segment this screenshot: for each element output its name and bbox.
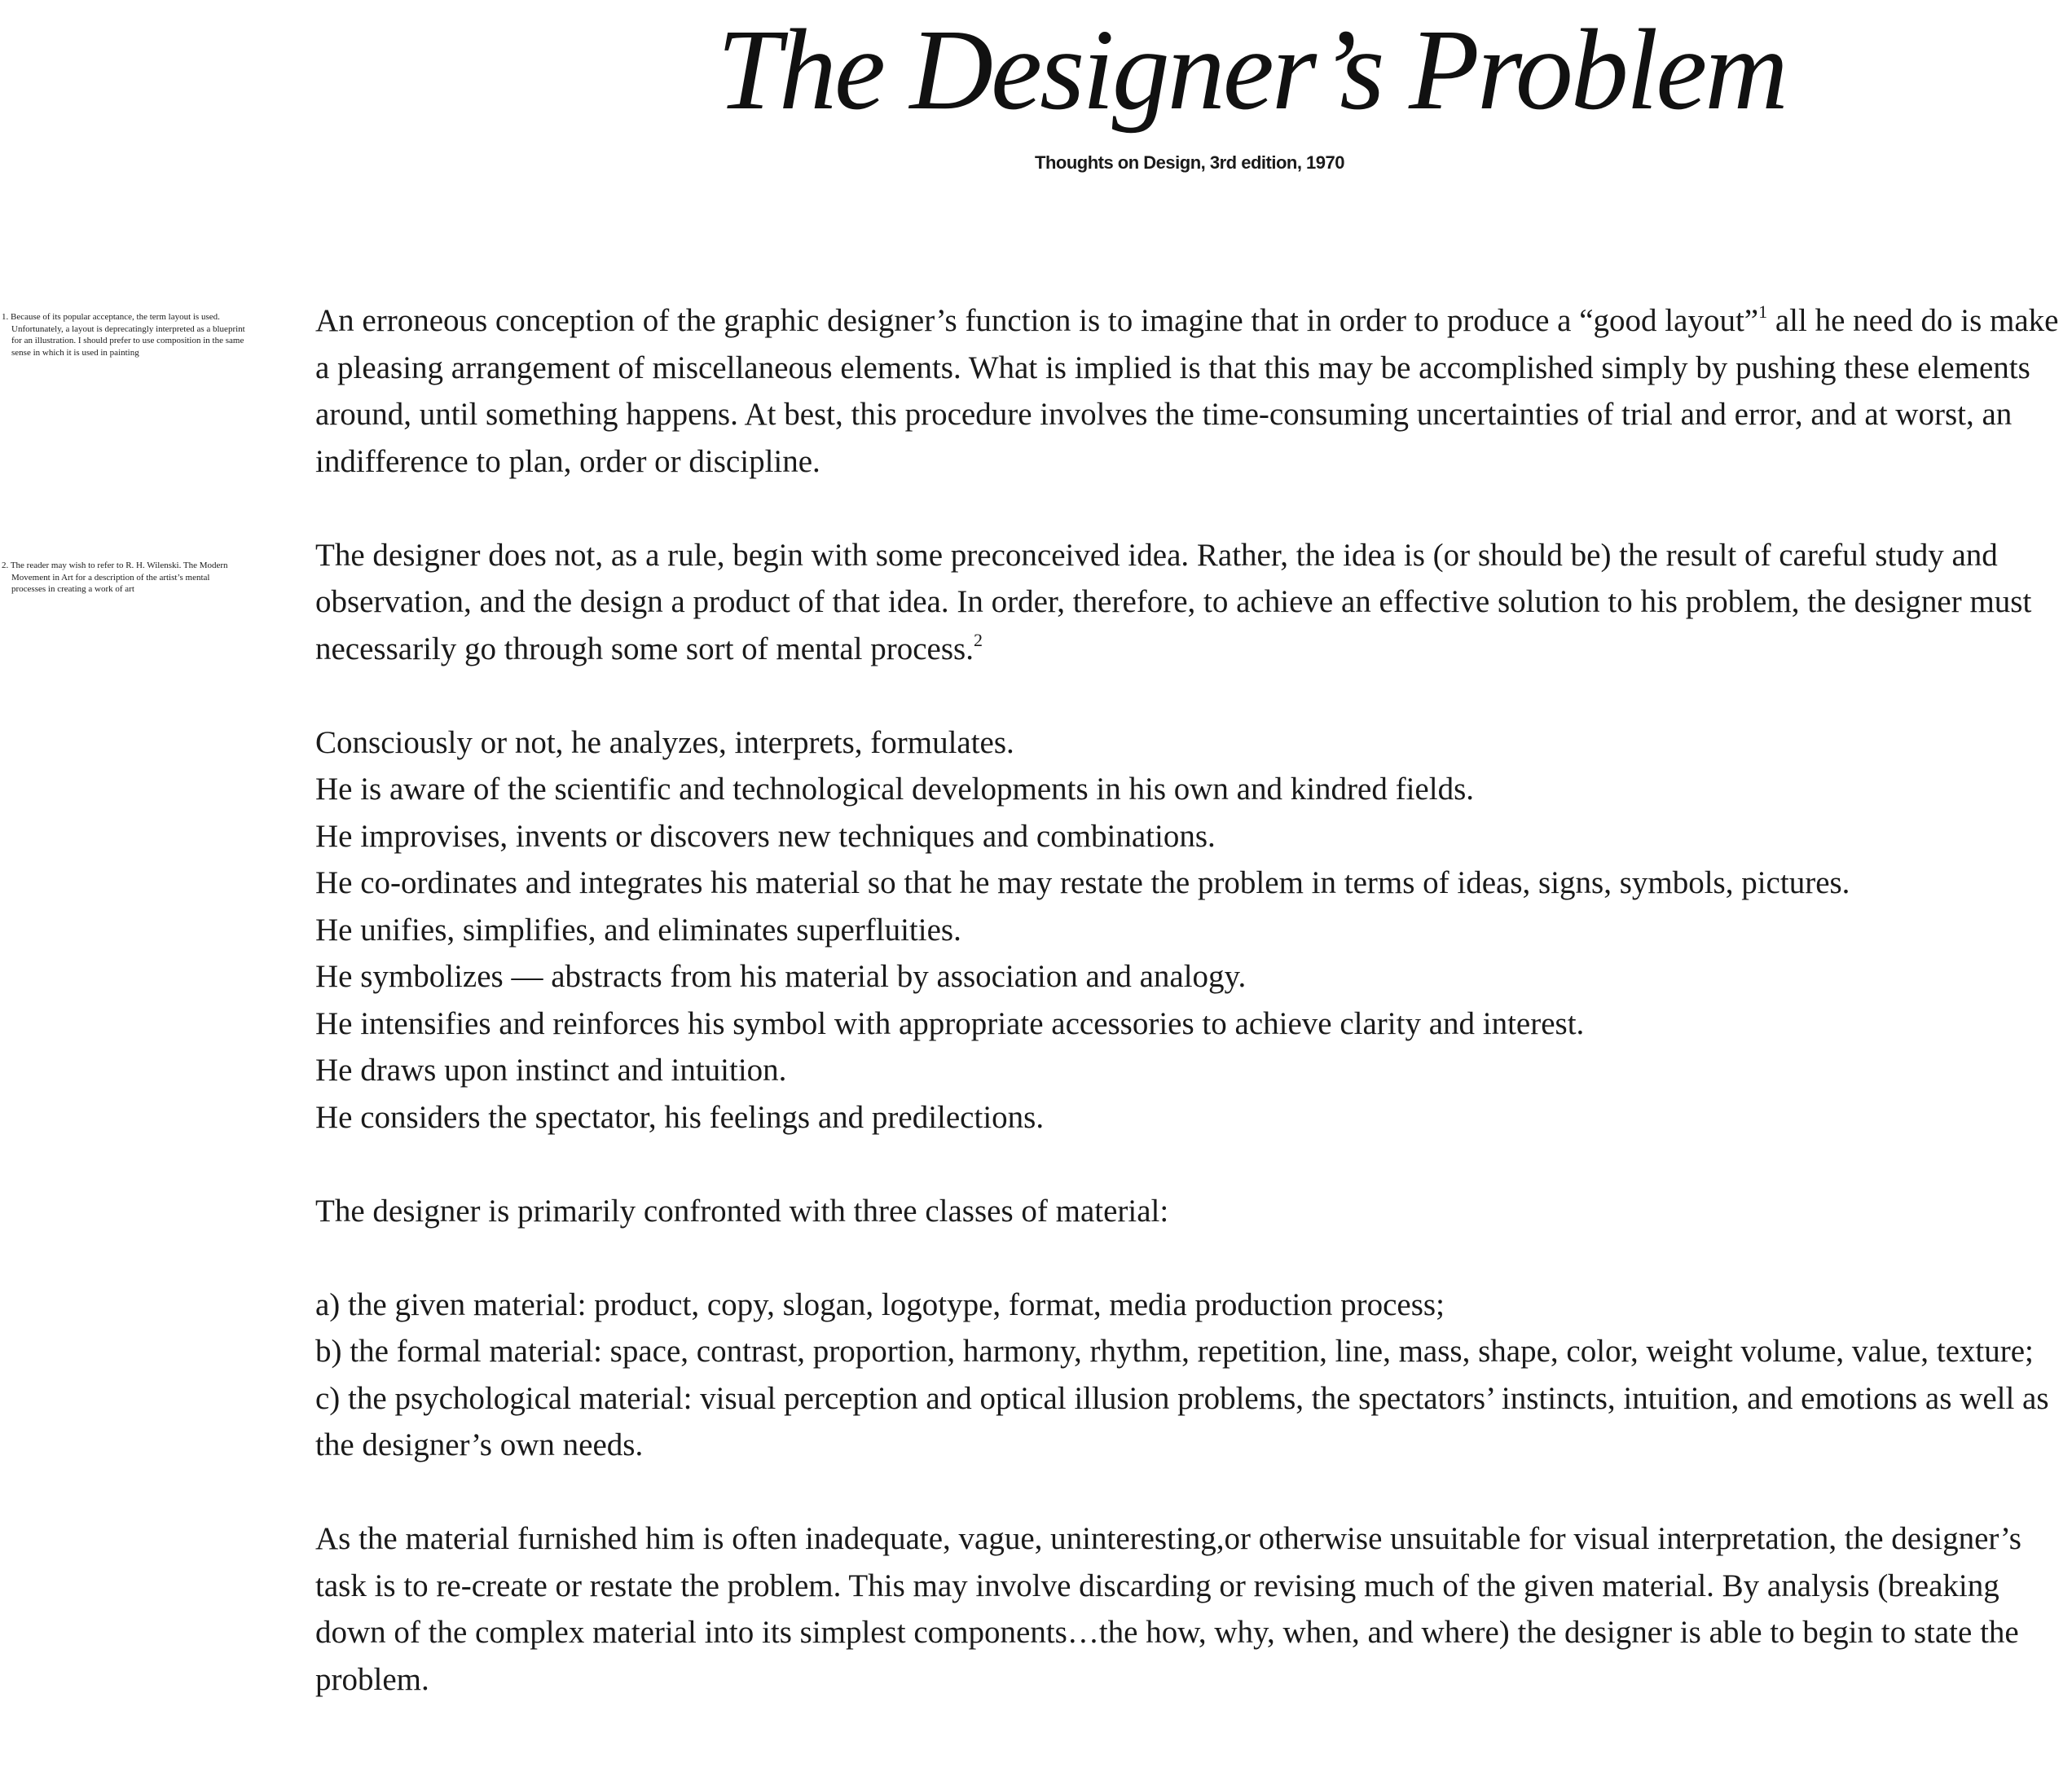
paragraph-3: The designer is primarily confronted with three classes of material: bbox=[315, 1193, 1169, 1229]
footnote-1 bbox=[2, 311, 246, 358]
material-item-formal: b) the formal material: space, contrast, proportion, harmony, rhythm, repetition, line, mass, shape, color, weight volume, value, texture; bbox=[315, 1334, 2034, 1369]
material-item-psychological: c) the psychological material: visual perception and optical illusion problems, the spectators’ instincts, intuition, and emotions as well as the designer’s own needs. bbox=[315, 1380, 2049, 1462]
process-line: He draws upon instinct and intuition. bbox=[315, 1053, 787, 1088]
process-line: He improvises, invents or discovers new techniques and combinations. bbox=[315, 818, 1216, 854]
paragraph-4: As the material furnished him is often inadequate, vague, uninteresting,or otherwise unsuitable for visual interpretation, the designer’s task is to re-create or restate the problem. This may involve discarding or revising much of the given material. By analysis (breaking down of the complex material into its simplest components…the how, why, when, and where) the designer is able to begin to state the problem. bbox=[315, 1521, 2021, 1697]
paragraph-2-text: The designer does not, as a rule, begin with some preconceived idea. Rather, the idea is (or should be) the result of careful study and observation, and the design a product of that idea. In order, therefore, to achieve an effective solution to his problem, the designer must necessarily go through some sort of mental process. bbox=[315, 537, 2032, 666]
footnote-ref-1: 1 bbox=[1758, 301, 1768, 322]
material-list bbox=[315, 1282, 2072, 1469]
process-list bbox=[315, 719, 2072, 1141]
footnote-1-number: 1. bbox=[2, 312, 9, 322]
material-item-given: a) the given material: product, copy, slogan, logotype, format, media production process; bbox=[315, 1286, 1445, 1322]
process-line: Consciously or not, he analyzes, interprets, formulates. bbox=[315, 724, 1014, 760]
footnote-2-number: 2. bbox=[2, 561, 9, 570]
article-body bbox=[315, 297, 2072, 1703]
process-line: He symbolizes — abstracts from his material by association and analogy. bbox=[315, 959, 1247, 994]
footnote-2 bbox=[2, 560, 246, 596]
paragraph-1 bbox=[315, 297, 2072, 485]
footnote-ref-2: 2 bbox=[973, 629, 983, 650]
process-line: He considers the spectator, his feelings and predilections. bbox=[315, 1099, 1045, 1135]
footnote-1-text: Because of its popular acceptance, the term layout is used. Unfortunately, a layout is deprecatingly interpreted as a blueprint for an illustration. I should prefer to use composition in the same sense in which it is used in painting bbox=[11, 312, 245, 358]
process-line: He is aware of the scientific and technological developments in his own and kindred fields. bbox=[315, 772, 1474, 807]
process-line: He intensifies and reinforces his symbol with appropriate accessories to achieve clarity and interest. bbox=[315, 1005, 1585, 1041]
page-title: The Designer’s Problem bbox=[717, 5, 1786, 134]
paragraph-2 bbox=[315, 532, 2072, 673]
paragraph-1-text-a: An erroneous conception of the graphic designer’s function is to imagine that in order to produce a “good layout” bbox=[315, 303, 1759, 338]
paragraph-1-text-b: all he need do is make a pleasing arrangement of miscellaneous elements. What is implied is that this may be accomplished simply by pushing these elements around, until something happens. At best, this procedure involves the time-consuming uncertainties of trial and error, and at worst, an indifference to plan, order or discipline. bbox=[315, 303, 2059, 479]
footnote-2-text: The reader may wish to refer to R. H. Wilenski. The Modern Movement in Art for a description of the artist’s mental processes in creating a work of art bbox=[10, 561, 228, 594]
process-line: He co-ordinates and integrates his material so that he may restate the problem in terms of ideas, signs, symbols, pictures. bbox=[315, 865, 1850, 900]
process-line: He unifies, simplifies, and eliminates superfluities. bbox=[315, 912, 961, 948]
page-subtitle: Thoughts on Design, 3rd edition, 1970 bbox=[1035, 152, 1344, 173]
